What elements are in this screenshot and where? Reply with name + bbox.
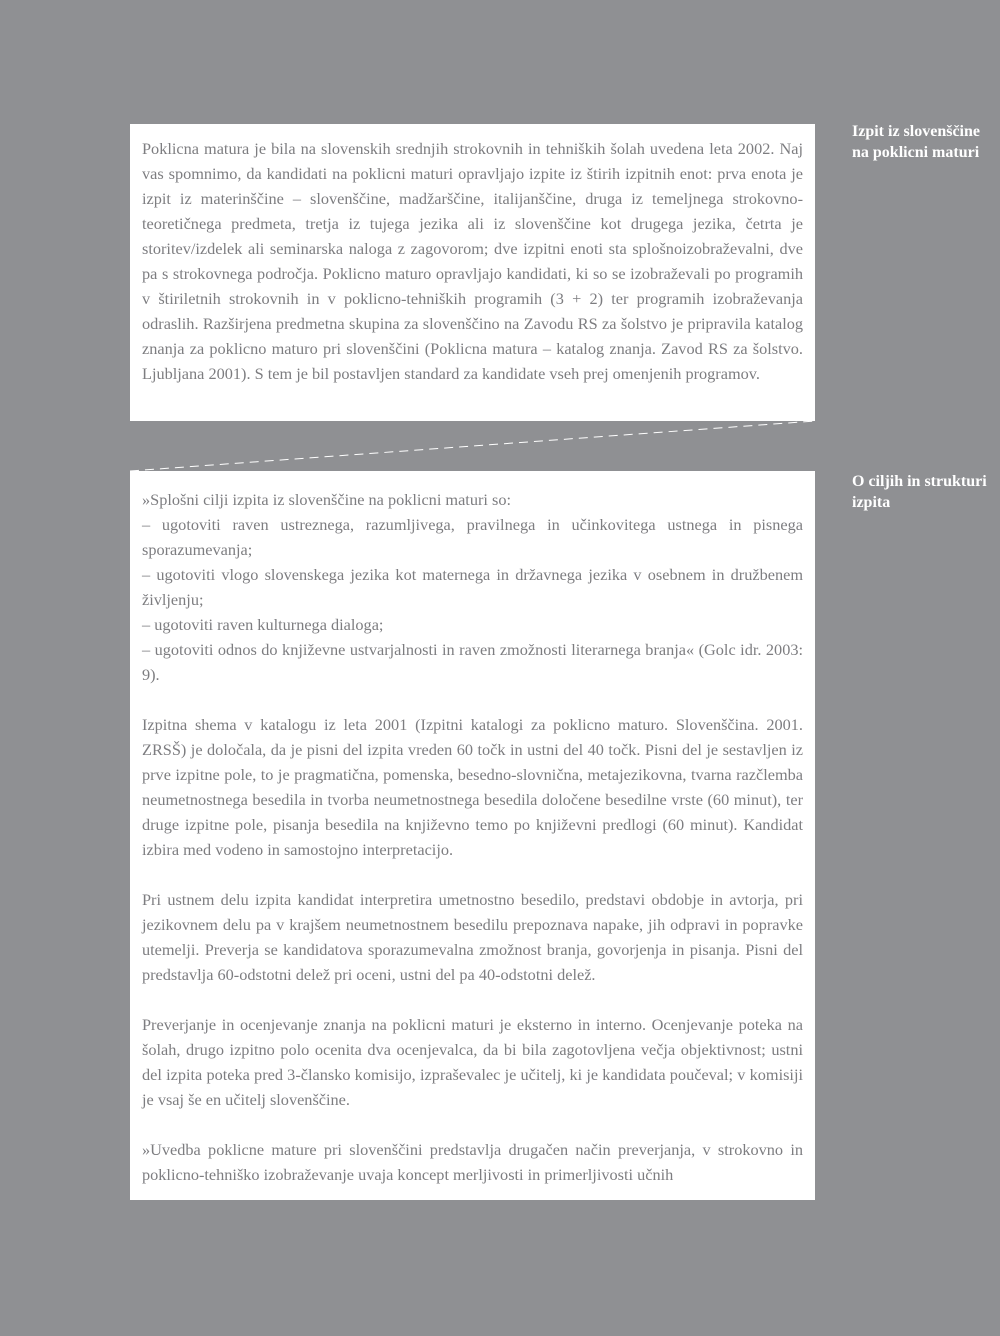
introduction-quote-paragraph: »Uvedba poklicne mature pri slovenščini predstavlja drugačen način preverjanja, v strokovno in poklicno-tehniško izobraževanje uvaja koncept merljivosti in primerljivosti učnih [142, 1140, 803, 1184]
quote-line: – ugotoviti odnos do književne ustvarjalnosti in raven zmožnosti literarnega branja« (Golc idr. 2003: 9). [142, 640, 803, 684]
quote-line: – ugotoviti raven ustreznega, razumljivega, pravilnega in učinkovitega ustnega in pisnega sporazumevanja; [142, 515, 803, 559]
intro-paragraph: Poklicna matura je bila na slovenskih srednjih strokovnih in tehniških šolah uvedena leta 2002. Naj vas spomnimo, da kandidati na poklicni maturi opravljajo izpite iz štirih izpitnih enot: prva enota je izpit iz materinščine – slovenščine, madžarščine, italijanščine, druga iz temeljnega strokovno-teoretičnega predmeta, tretja iz tujega jezika ali iz slovenščine kot drugega jezika, četrta je storitev/izdelek ali seminarska naloga z zagovorom; dve izpitni enoti sta splošnoizobraževalni, dve pa s strokovnega področja. Poklicno maturo opravljajo kandidati, ki so se izobraževali po programih v štiriletnih strokovnih in v poklicno-tehniških programih (3 + 2) ter programih izobraževanja odraslih. Razširjena predmetna skupina za slovenščino na Zavodu RS za šolstvo je pripravila katalog znanja za poklicno maturo pri slovenščini (Poklicna matura – katalog znanja. Zavod RS za šolstvo. Ljubljana 2001). S tem je bil postavljen standard za kandidate vseh prej omenjenih programov. [142, 139, 803, 383]
oral-exam-paragraph: Pri ustnem delu izpita kandidat interpretira umetnostno besedilo, predstavi obdobje in avtorja, pri jezikovnem delu pa v krajšem neumetnostnem besedilu prepoznava napake, jih odpravi in popravke utemelji. Preverja se kandidatova sporazumevalna zmožnost branja, govorjenja in pisanja. Pisni del predstavlja 60-odstotni delež pri oceni, ustni del pa 40-odstotni delež. [142, 890, 803, 984]
side-heading-exam: Izpit iz slovenščine na poklicni maturi [852, 123, 980, 161]
quote-line: – ugotoviti raven kulturnega dialoga; [142, 615, 384, 634]
assessment-paragraph: Preverjanje in ocenjevanje znanja na poklicni maturi je eksterno in interno. Ocenjevanje poteka na šolah, drugo izpitno polo ocenita dva ocenjevalca, da bi bila zagotovljena večja objektivnost; ustni del izpita poteka pred 3-člansko komisijo, izpraševalec je učitelj, ki je kandidata poučeval; v komisiji je vsaj še en učitelj slovenščine. [142, 1015, 803, 1109]
quote-line: – ugotoviti vlogo slovenskega jezika kot maternega in državnega jezika v osebnem in družbenem življenju; [142, 565, 803, 609]
text-panel-goals [130, 471, 815, 1200]
side-heading-goals: O ciljih in strukturi izpita [852, 473, 987, 511]
exam-scheme-paragraph: Izpitna shema v katalogu iz leta 2001 (Izpitni katalogi za poklicno maturo. Slovenščina. 2001. ZRSŠ) je določala, da je pisni del izpita vreden 60 točk in ustni del 40 točk. Pisni del je sestavljen iz prve izpitne pole, to je pragmatična, pomenska, besedno-slovnična, metajezikovna, tvarna razčlemba neumetnostnega besedila in tvorba neumetnostnega besedila določene besedilne vrste (60 minut), ter druge izpitne pole, pisanja besedila na književno temo po književni predlogi (60 minut). Kandidat izbira med vodeno in samostojno interpretacijo. [142, 715, 803, 859]
quote-line: »Splošni cilji izpita iz slovenščine na poklicni maturi so: [142, 490, 511, 509]
